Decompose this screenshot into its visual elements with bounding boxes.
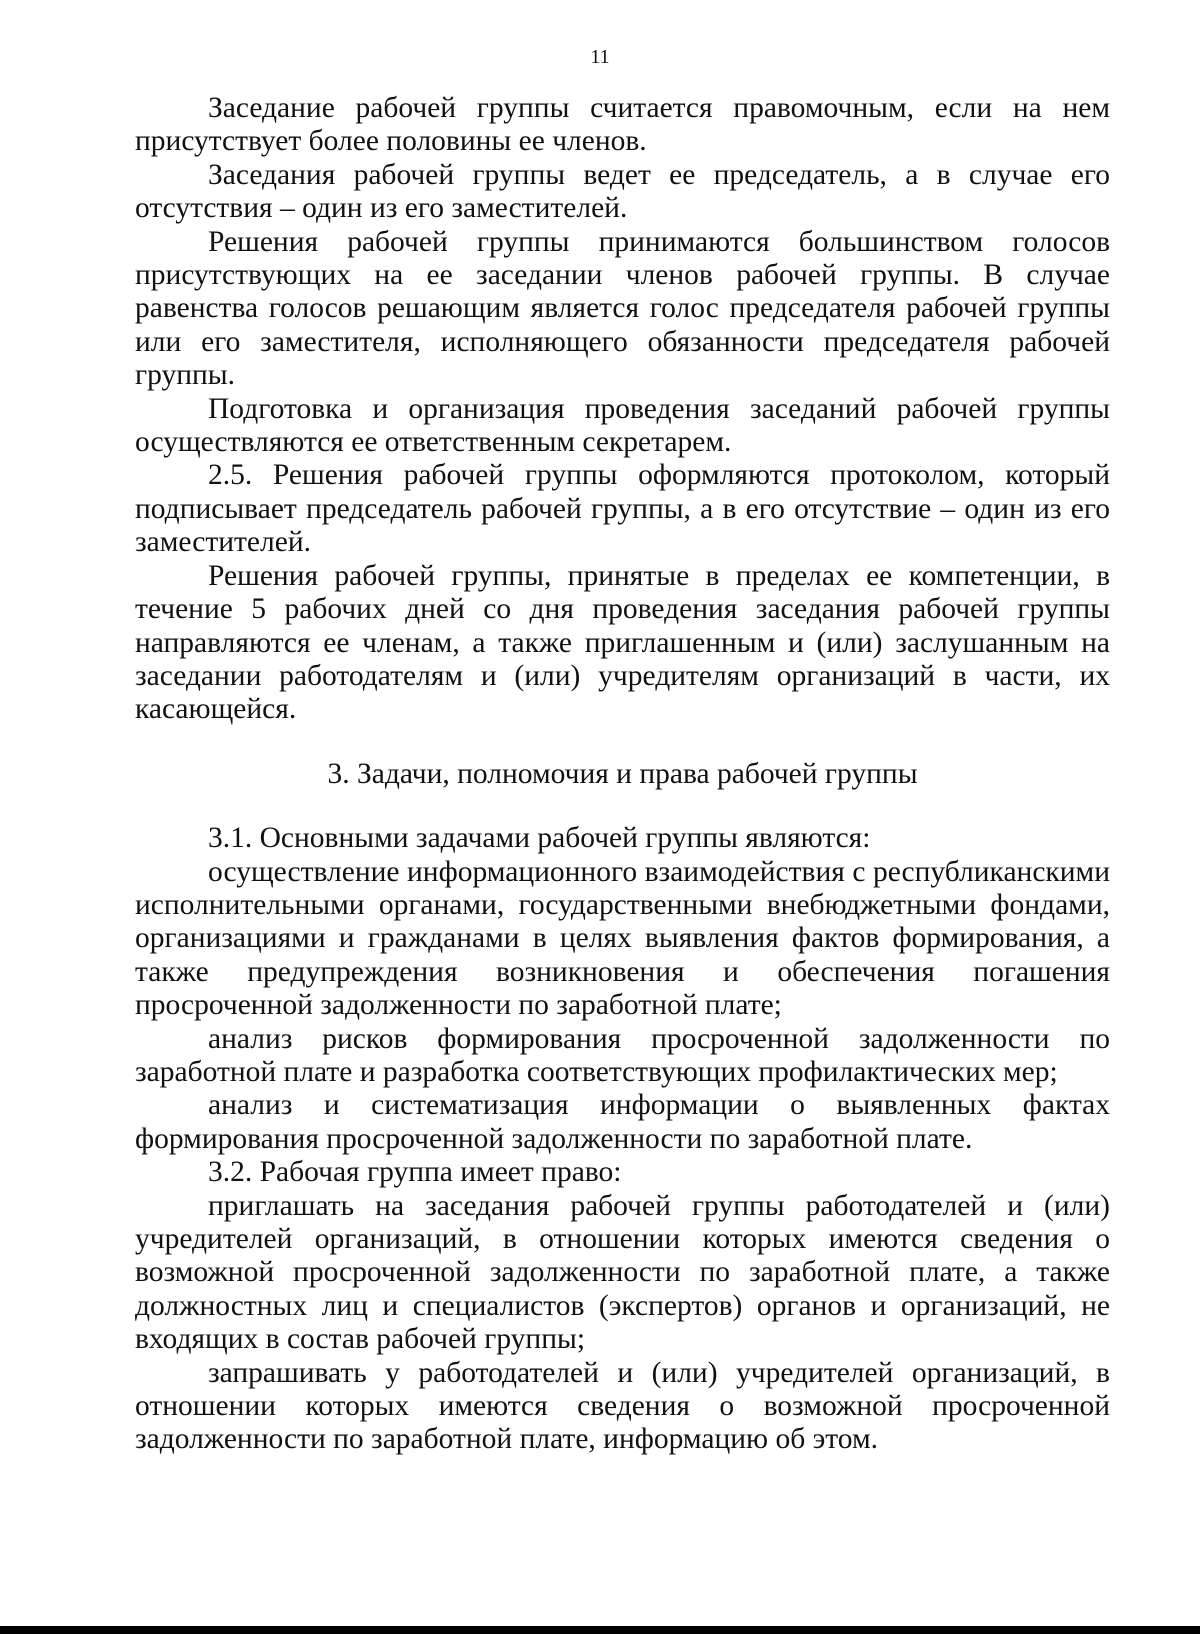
paragraph: Подготовка и организация проведения заседаний рабочей группы осуществляются ее ответственным секретарем. <box>135 392 1110 459</box>
paragraph: 2.5. Решения рабочей группы оформляются протоколом, который подписывает председатель рабочей группы, а в его отсутствие – один из его заместителей. <box>135 459 1110 559</box>
section-heading: 3. Задачи, полномочия и права рабочей группы <box>327 757 918 790</box>
paragraph: осуществление информационного взаимодействия с республиканскими исполнительными органами, государственными внебюджетными фондами, организациями и гражданами в целях выявления фактов формирования, а также предупреждения возникновения и обеспечения погашения просроченной задолженности по заработной плате; <box>135 855 1110 1022</box>
paragraph: анализ и систематизация информации о выявленных фактах формирования просроченной задолженности по заработной плате. <box>135 1089 1110 1155</box>
document-body <box>135 92 1110 1457</box>
paragraph: 3.1. Основными задачами рабочей группы являются: <box>208 822 871 855</box>
paragraph: Заседания рабочей группы ведет ее председатель, а в случае его отсутствия – один из его заместителей. <box>135 158 1110 225</box>
paragraph: 3.2. Рабочая группа имеет право: <box>208 1156 622 1189</box>
paragraph: анализ рисков формирования просроченной задолженности по заработной плате и разработка соответствующих профилактических мер; <box>135 1022 1110 1088</box>
paragraph: запрашивать у работодателей и (или) учредителей организаций, в отношении которых имеются сведения о возможной просроченной задолженности по заработной плате, информацию об этом. <box>135 1356 1110 1456</box>
scan-edge-bar <box>0 1626 1200 1634</box>
paragraph: Решения рабочей группы, принятые в пределах ее компетенции, в течение 5 рабочих дней со дня проведения заседания рабочей группы направляются ее членам, а также приглашенным и (или) заслушанным на заседании работодателям и (или) учредителям организаций в части, их касающейся. <box>135 559 1110 726</box>
page-number: 11 <box>590 46 610 68</box>
paragraph: Заседание рабочей группы считается правомочным, если на нем присутствует более половины ее членов. <box>135 92 1110 158</box>
paragraph: Решения рабочей группы принимаются большинством голосов присутствующих на ее заседании членов рабочей группы. В случае равенства голосов решающим является голос председателя рабочей группы или его заместителя, исполняющего обязанности председателя рабочей группы. <box>135 225 1110 392</box>
paragraph: приглашать на заседания рабочей группы работодателей и (или) учредителей организаций, в отношении которых имеются сведения о возможной просроченной задолженности по заработной плате, а также должностных лиц и специалистов (экспертов) органов и организаций, не входящих в состав рабочей группы; <box>135 1189 1110 1356</box>
